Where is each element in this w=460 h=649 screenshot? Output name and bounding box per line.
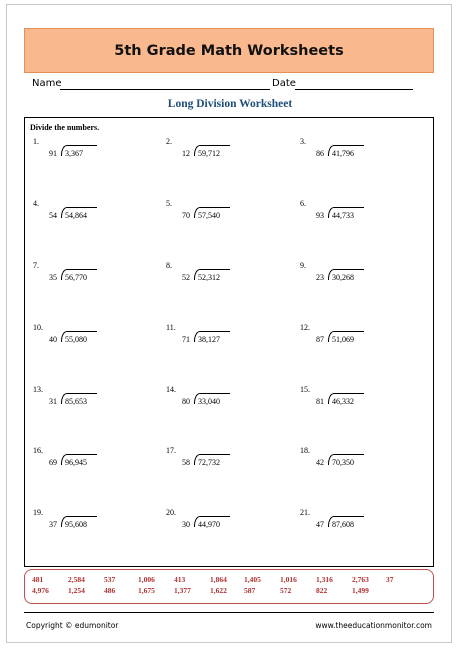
date-label: Date bbox=[272, 78, 296, 89]
divisor: 87 bbox=[316, 335, 324, 344]
problem-number: 12. bbox=[300, 323, 310, 332]
name-date-row bbox=[32, 78, 422, 92]
dividend: 85,653 bbox=[65, 397, 87, 406]
divisor: 81 bbox=[316, 397, 324, 406]
dividend: 44,733 bbox=[332, 211, 354, 220]
dividend: 70,350 bbox=[332, 458, 354, 467]
answer-value: 37 bbox=[386, 575, 394, 584]
division-problem bbox=[33, 137, 133, 177]
division-problem bbox=[300, 261, 400, 301]
problem-number: 13. bbox=[33, 385, 43, 394]
problem-number: 20. bbox=[166, 508, 176, 517]
problem-number: 18. bbox=[300, 446, 310, 455]
divisor: 91 bbox=[49, 149, 57, 158]
division-problem bbox=[33, 446, 133, 486]
dividend: 72,732 bbox=[198, 458, 220, 467]
divisor: 23 bbox=[316, 273, 324, 282]
problem-number: 7. bbox=[33, 261, 39, 270]
answer-value: 822 bbox=[316, 586, 328, 595]
answer-value: 1,405 bbox=[244, 575, 261, 584]
answer-value: 1,864 bbox=[210, 575, 227, 584]
divisor: 70 bbox=[182, 211, 190, 220]
division-problem bbox=[166, 261, 266, 301]
divisor: 69 bbox=[49, 458, 57, 467]
problem-number: 17. bbox=[166, 446, 176, 455]
answer-value: 486 bbox=[104, 586, 116, 595]
division-problem bbox=[300, 508, 400, 548]
division-problem bbox=[33, 323, 133, 363]
problem-number: 2. bbox=[166, 137, 172, 146]
dividend: 30,268 bbox=[332, 273, 354, 282]
dividend: 59,712 bbox=[198, 149, 220, 158]
divisor: 47 bbox=[316, 520, 324, 529]
date-field[interactable] bbox=[295, 89, 413, 90]
problem-number: 8. bbox=[166, 261, 172, 270]
answer-value: 587 bbox=[244, 586, 256, 595]
problem-number: 6. bbox=[300, 199, 306, 208]
problem-number: 21. bbox=[300, 508, 310, 517]
division-problem bbox=[300, 446, 400, 486]
answer-value: 1,675 bbox=[138, 586, 155, 595]
dividend: 38,127 bbox=[198, 335, 220, 344]
copyright-text: Copyright © edumonitor bbox=[26, 621, 119, 630]
page-title: 5th Grade Math Worksheets bbox=[114, 42, 344, 59]
divisor: 71 bbox=[182, 335, 190, 344]
dividend: 96,945 bbox=[65, 458, 87, 467]
division-problem bbox=[300, 199, 400, 239]
answer-value: 1,254 bbox=[68, 586, 85, 595]
division-problem bbox=[300, 137, 400, 177]
problem-number: 14. bbox=[166, 385, 176, 394]
division-problem bbox=[33, 508, 133, 548]
division-problem bbox=[166, 323, 266, 363]
dividend: 51,069 bbox=[332, 335, 354, 344]
division-problem bbox=[300, 323, 400, 363]
problem-number: 16. bbox=[33, 446, 43, 455]
problem-number: 1. bbox=[33, 137, 39, 146]
divisor: 58 bbox=[182, 458, 190, 467]
problem-number: 5. bbox=[166, 199, 172, 208]
answer-value: 537 bbox=[104, 575, 116, 584]
dividend: 57,540 bbox=[198, 211, 220, 220]
answer-value: 1,622 bbox=[210, 586, 227, 595]
answer-value: 2,584 bbox=[68, 575, 85, 584]
footer-divider bbox=[24, 612, 434, 613]
division-problem bbox=[33, 261, 133, 301]
answer-value: 481 bbox=[32, 575, 44, 584]
answer-value: 572 bbox=[280, 586, 292, 595]
problem-number: 15. bbox=[300, 385, 310, 394]
problem-number: 10. bbox=[33, 323, 43, 332]
division-problem bbox=[300, 385, 400, 425]
divisor: 52 bbox=[182, 273, 190, 282]
divisor: 54 bbox=[49, 211, 57, 220]
name-label: Name bbox=[32, 78, 62, 89]
answer-value: 1,499 bbox=[352, 586, 369, 595]
dividend: 87,608 bbox=[332, 520, 354, 529]
divisor: 42 bbox=[316, 458, 324, 467]
answer-value: 1,006 bbox=[138, 575, 155, 584]
answer-key-box bbox=[24, 569, 434, 604]
dividend: 95,608 bbox=[65, 520, 87, 529]
dividend: 46,332 bbox=[332, 397, 354, 406]
division-problem bbox=[166, 385, 266, 425]
division-problem bbox=[166, 508, 266, 548]
instruction-text: Divide the numbers. bbox=[30, 123, 100, 132]
divisor: 31 bbox=[49, 397, 57, 406]
worksheet-subtitle: Long Division Worksheet bbox=[167, 98, 293, 110]
divisor: 35 bbox=[49, 273, 57, 282]
answer-value: 413 bbox=[174, 575, 186, 584]
dividend: 55,080 bbox=[65, 335, 87, 344]
division-problem bbox=[33, 385, 133, 425]
answer-value: 1,316 bbox=[316, 575, 333, 584]
answer-value: 1,377 bbox=[174, 586, 191, 595]
divisor: 37 bbox=[49, 520, 57, 529]
problem-number: 3. bbox=[300, 137, 306, 146]
dividend: 44,970 bbox=[198, 520, 220, 529]
divisor: 12 bbox=[182, 149, 190, 158]
divisor: 86 bbox=[316, 149, 324, 158]
divisor: 40 bbox=[49, 335, 57, 344]
dividend: 41,796 bbox=[332, 149, 354, 158]
problem-number: 4. bbox=[33, 199, 39, 208]
dividend: 52,312 bbox=[198, 273, 220, 282]
divisor: 30 bbox=[182, 520, 190, 529]
dividend: 56,770 bbox=[65, 273, 87, 282]
name-field[interactable] bbox=[60, 89, 270, 90]
problem-number: 19. bbox=[33, 508, 43, 517]
website-link[interactable]: www.theeducationmonitor.com bbox=[315, 621, 432, 630]
dividend: 3,367 bbox=[65, 149, 83, 158]
problem-number: 11. bbox=[166, 323, 176, 332]
answer-value: 1,016 bbox=[280, 575, 297, 584]
division-problem bbox=[33, 199, 133, 239]
divisor: 80 bbox=[182, 397, 190, 406]
division-problem bbox=[166, 446, 266, 486]
title-banner bbox=[24, 28, 434, 73]
dividend: 33,040 bbox=[198, 397, 220, 406]
divisor: 93 bbox=[316, 211, 324, 220]
answer-value: 2,763 bbox=[352, 575, 369, 584]
dividend: 54,864 bbox=[65, 211, 87, 220]
division-problem bbox=[166, 199, 266, 239]
division-problem bbox=[166, 137, 266, 177]
problem-number: 9. bbox=[300, 261, 306, 270]
answer-value: 4,976 bbox=[32, 586, 49, 595]
